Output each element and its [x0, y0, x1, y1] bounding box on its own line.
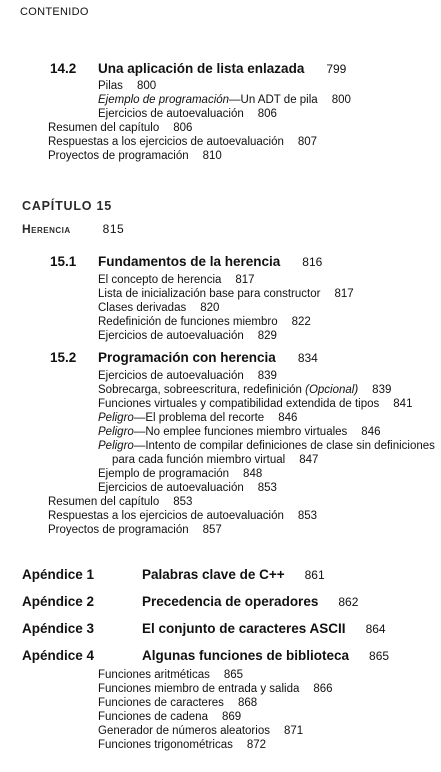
toc-entry	[98, 316, 311, 329]
entry-title: Proyectos de programación	[48, 150, 189, 162]
entry-title: —El problema del recorte	[133, 412, 265, 424]
entry-title: Funciones miembro de entrada y salida	[98, 683, 300, 695]
toc-entry	[98, 288, 354, 301]
entry-title: —Un ADT de pila	[229, 94, 318, 106]
chapter-title	[22, 222, 124, 236]
toc-entry	[98, 482, 277, 495]
toc-entry	[98, 683, 333, 696]
section-page: 834	[297, 351, 318, 365]
appendix-title: Precedencia de operadores	[142, 594, 319, 609]
toc-entry	[98, 412, 297, 425]
entry-title: Clases derivadas	[98, 302, 187, 314]
appendix-page: 865	[369, 649, 390, 663]
entry-page: 839	[257, 370, 277, 382]
section-title: Fundamentos de la herencia	[98, 254, 281, 269]
entry-title: Funciones trigonométricas	[98, 739, 233, 751]
entry-page: 800	[136, 80, 157, 92]
entry-page: 868	[237, 697, 258, 709]
entry-title: —Intento de compilar definiciones de clase sin definiciones	[133, 440, 435, 452]
section-15-1-heading	[50, 254, 322, 270]
toc-entry	[98, 80, 156, 93]
section-title: Programación con herencia	[98, 350, 276, 365]
entry-title: Pilas	[98, 80, 123, 92]
toc-entry	[98, 739, 266, 752]
toc-entry	[48, 136, 317, 149]
appendix-page: 862	[338, 595, 359, 609]
entry-page: 866	[313, 683, 333, 695]
toc-entry	[98, 468, 262, 481]
chapter-page: 815	[102, 222, 125, 236]
section-number: 14.2	[50, 61, 77, 76]
entry-page: 865	[223, 669, 244, 681]
entry-title: Redefinición de funciones miembro	[98, 316, 278, 328]
entry-title: —No emplee funciones miembro virtuales	[133, 426, 348, 438]
entry-title: Generador de números aleatorios	[98, 725, 270, 737]
entry-title: Funciones de caracteres	[98, 697, 224, 709]
section-number: 15.2	[50, 350, 77, 365]
section-14-2-heading	[50, 61, 346, 77]
toc-entry	[48, 524, 222, 537]
entry-page: 848	[243, 468, 263, 480]
toc-entry	[98, 330, 277, 343]
toc-entry	[48, 150, 222, 163]
entry-page: 846	[361, 426, 381, 438]
entry-page: 807	[297, 136, 318, 148]
entry-prefix: Peligro	[98, 412, 134, 424]
entry-page: 853	[257, 482, 277, 494]
toc-entry	[98, 384, 391, 397]
entry-page: 839	[372, 384, 392, 396]
entry-optional: (Opcional)	[305, 384, 359, 396]
section-15-2-heading	[50, 350, 318, 366]
toc-entry	[98, 440, 435, 453]
appendix-page: 864	[365, 622, 386, 636]
entry-prefix: Peligro	[98, 426, 134, 438]
entry-page: 829	[257, 330, 277, 342]
entry-title: Ejercicios de autoevaluación	[98, 370, 244, 382]
appendix-1-heading	[22, 567, 325, 583]
entry-page: 822	[291, 316, 311, 328]
entry-title: Resumen del capítulo	[48, 496, 160, 508]
entry-title: Ejercicios de autoevaluación	[98, 482, 244, 494]
toc-entry-continuation	[112, 454, 318, 467]
toc-entry	[98, 697, 257, 710]
entry-title: Resumen del capítulo	[48, 122, 160, 134]
entry-page: 846	[278, 412, 298, 424]
entry-page: 853	[297, 510, 318, 522]
toc-entry	[48, 496, 192, 509]
entry-title: Ejercicios de autoevaluación	[98, 108, 244, 120]
appendix-3-heading	[22, 621, 386, 637]
section-page: 799	[326, 62, 347, 76]
section-page: 816	[302, 255, 323, 269]
toc-entry	[98, 302, 219, 315]
toc-entry	[98, 669, 243, 682]
appendix-2-heading	[22, 594, 358, 610]
toc-entry	[98, 274, 255, 287]
entry-title: El concepto de herencia	[98, 274, 222, 286]
chapter-label: CAPÍTULO 15	[22, 199, 113, 213]
appendix-label: Apéndice 4	[22, 648, 95, 663]
toc-entry	[98, 108, 277, 121]
entry-page: 820	[200, 302, 220, 314]
section-number: 15.1	[50, 254, 77, 269]
appendix-label: Apéndice 3	[22, 621, 95, 636]
entry-page: 857	[202, 524, 222, 536]
appendix-label: Apéndice 1	[22, 567, 95, 582]
toc-entry	[98, 426, 380, 439]
entry-title: Respuestas a los ejercicios de autoevaluación	[48, 136, 284, 148]
appendix-label: Apéndice 2	[22, 594, 95, 609]
entry-page: 800	[331, 94, 351, 106]
entry-page: 841	[393, 398, 413, 410]
appendix-title: Algunas funciones de biblioteca	[142, 648, 350, 663]
entry-title: Ejercicios de autoevaluación	[98, 330, 244, 342]
appendix-title: El conjunto de caracteres ASCII	[142, 621, 346, 636]
entry-title: Ejemplo de programación	[98, 468, 230, 480]
entry-page: 810	[202, 150, 222, 162]
entry-prefix: Peligro	[98, 440, 134, 452]
toc-entry	[98, 711, 241, 724]
entry-page: 847	[299, 454, 319, 466]
toc-entry	[48, 122, 192, 135]
entry-title: Sobrecarga, sobreescritura, redefinición	[98, 384, 306, 396]
entry-title: Respuestas a los ejercicios de autoevaluación	[48, 510, 284, 522]
entry-title: Lista de inicialización base para constructor	[98, 288, 321, 300]
entry-page: 872	[246, 739, 267, 751]
entry-page: 806	[173, 122, 193, 134]
entry-page: 869	[221, 711, 242, 723]
running-header: CONTENIDO	[20, 6, 89, 18]
entry-title: Proyectos de programación	[48, 524, 189, 536]
entry-page: 817	[334, 288, 354, 300]
entry-title: Funciones de cadena	[98, 711, 208, 723]
toc-entry	[98, 94, 351, 107]
entry-page: 871	[283, 725, 304, 737]
entry-title: Funciones virtuales y compatibilidad extendida de tipos	[98, 398, 380, 410]
section-title: Una aplicación de lista enlazada	[98, 61, 305, 76]
entry-page: 853	[173, 496, 193, 508]
entry-prefix: Ejemplo de programación	[98, 94, 230, 106]
toc-entry	[98, 725, 303, 738]
toc-entry	[48, 510, 317, 523]
entry-page: 806	[257, 108, 277, 120]
toc-entry	[98, 370, 277, 383]
appendix-title: Palabras clave de C++	[142, 567, 285, 582]
entry-title: para cada función miembro virtual	[112, 454, 286, 466]
entry-title: Funciones aritméticas	[98, 669, 210, 681]
appendix-4-heading	[22, 648, 389, 664]
entry-page: 817	[235, 274, 255, 286]
appendix-page: 861	[304, 568, 325, 582]
chapter-name: Herencia	[22, 222, 71, 236]
toc-entry	[98, 398, 412, 411]
